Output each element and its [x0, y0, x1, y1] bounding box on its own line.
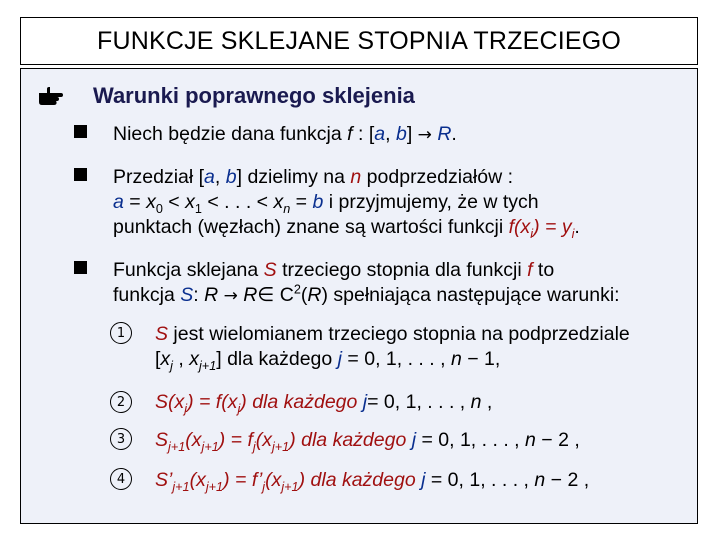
item-partition-line-2: $a = x_0 < x_1$ < . . . < $x_n = b$ i przyjmujemy, że w tych	[113, 191, 539, 216]
condition-1-line-1: S jest wielomianem trzeciego stopnia na podprzedziale	[155, 323, 630, 345]
condition-1-line-2: [$x_j$ , $x_{j+1}$] dla każdego j = 0, 1, . . . , n − 1,	[155, 348, 501, 373]
pointing-hand-icon	[38, 86, 64, 106]
item-spline-line-1: Funkcja sklejana S trzeciego stopnia dla funkcji f to	[113, 259, 555, 281]
condition-number-badge: 3	[110, 428, 132, 450]
arrow-symbol: →	[417, 125, 432, 145]
item-definition: Niech będzie dana funkcja f : [a, b] → R.	[113, 123, 457, 145]
condition-2-line-1: $S(x_j) = f(x_j)$ dla każdego j= 0, 1, . . . , n ,	[155, 391, 493, 416]
item-partition-line-3: punktach (węzłach) znane są wartości funkcji $f(x_i) = y_i$.	[113, 216, 580, 241]
square-bullet-icon	[74, 125, 87, 138]
slide-title-text: FUNKCJE SKLEJANE STOPNIA TRZECIEGO	[96, 26, 622, 55]
condition-4-line-1: $S’_{j+1}(x_{j+1})$ = $f’_j(x_{j+1})$ dla każdego j = 0, 1, . . . , n − 2 ,	[155, 469, 590, 494]
condition-number-badge: 4	[110, 468, 132, 490]
slide-title	[20, 17, 698, 65]
arrow-symbol: →	[223, 286, 238, 306]
square-bullet-icon	[74, 168, 87, 181]
section-heading: Warunki poprawnego sklejenia	[93, 83, 415, 108]
square-bullet-icon	[74, 261, 87, 274]
item-partition-line-1: Przedział [a, b] dzielimy na n podprzedziałów :	[113, 166, 514, 188]
condition-number-badge: 2	[110, 391, 132, 413]
item-spline-line-2: funkcja S: R → R∈ $C^2(R)$ spełniająca następujące warunki:	[113, 282, 620, 306]
condition-3-line-1: $S_{j+1}(x_{j+1}) = f_j(x_{j+1})$ dla każdego j = 0, 1, . . . , n − 2 ,	[155, 429, 580, 454]
condition-number-badge: 1	[110, 322, 132, 344]
